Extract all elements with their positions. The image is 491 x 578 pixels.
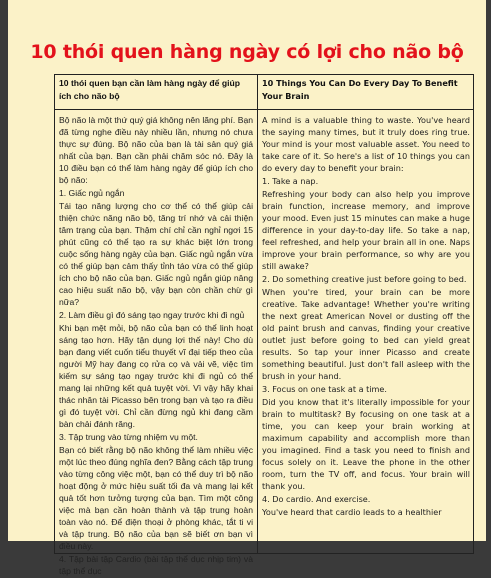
paragraph: Did you know that it's literally impossible for your brain to multitask? By focusing on one task at a time, you can keep your brain working at maximum capability and accomplish more than you imagined. Find a task you need to finish and focus solely on it. Leave the phone in the other room, turn the TV off, and focus. Your brain will thank you. <box>262 397 470 491</box>
paragraph: Tái tạo năng lượng cho cơ thể có thể giúp cải thiện chức năng não bộ, tăng trí nhớ và cải thiện tâm trạng của bạn. Thậm chí chỉ cần nghỉ ngơi 15 phút cũng có thể tạo ra sự khác biệt lớn trong cuộc sống hàng ngày của bạn. Giấc ngủ ngắn vừa có thể giúp bạn cảm thấy tỉnh táo vừa có thể giúp ích cho bộ não của bạn. Giấc ngủ ngắn giúp nâng cao hiệu suất não bộ, vậy bạn còn chần chừ gì nữa? <box>59 201 253 307</box>
paragraph: 3. Focus on one task at a time. <box>262 384 387 394</box>
vietnamese-heading: 10 thói quen bạn cần làm hàng ngày để giúp ích cho não bộ <box>59 78 240 101</box>
vietnamese-column <box>55 75 257 578</box>
vietnamese-body <box>55 109 257 577</box>
paragraph: 4. Do cardio. And exercise. <box>262 494 371 504</box>
paragraph: A mind is a valuable thing to waste. You've heard the saying many times, but it truly does ring true. Your mind is your most valuable asset. You need to take care of it. So here's a list of 10 things you can do every day to benefit your brain: <box>262 115 470 173</box>
paragraph: Khi bạn mệt mỏi, bộ não của bạn có thể linh hoạt sáng tạo hơn. Hãy tận dụng lợi thế này! Cho dù bạn đang viết cuốn tiểu thuyết vĩ đại tiếp theo của người Mỹ hay đang cọ rửa cọ và vải vẽ, việc tìm kiếm sự sáng tạo ngay trước khi đi ngủ có thể mang lại những kết quả tuyệt vời. Vì vậy hãy khai thác nhân tài Picasso bên trong bạn và tạo ra điều gì đó tuyệt vời. Chỉ cần đừng ngủ khi đang cầm bàn chải đánh răng. <box>59 323 253 429</box>
english-heading: 10 Things You Can Do Every Day To Benefit Your Brain <box>262 78 458 101</box>
document-title: 10 thói quen hàng ngày có lợi cho não bộ <box>30 41 464 63</box>
paragraph: 2. Do something creative just before going to bed. <box>262 274 467 284</box>
paragraph: 3. Tập trung vào từng nhiệm vụ một. <box>59 432 198 442</box>
paragraph: 1. Giấc ngủ ngắn <box>59 188 125 198</box>
paragraph: Bộ não là một thứ quý giá không nên lãng phí. Bạn đã từng nghe điều này nhiều lần, nhưng nó chưa thực sự đúng. Bộ não của bạn là tài sản quý giá nhất của bạn. Bạn cần phải chăm sóc nó. Đây là 10 điều bạn có thể làm hàng ngày để giúp ích cho bộ não: <box>59 115 253 185</box>
document-page <box>8 0 486 576</box>
paragraph: 2. Làm điều gì đó sáng tạo ngay trước khi đi ngủ <box>59 310 245 320</box>
english-column <box>258 75 474 519</box>
paragraph: Bạn có biết rằng bộ não không thể làm nhiều việc một lúc theo đúng nghĩa đen? Bằng cách tập trung vào từng công việc một, bạn có thể duy trì bộ não hoạt động ở mức hiệu suất tối đa và mang lại kết quả tốt hơn tưởng tượng của bạn. Tìm một công việc mà bạn cần hoàn thành và tập trung hoàn toàn vào nó. Để điện thoại ở phòng khác, tắt ti vi và tập trung. Bộ não của bạn sẽ biết ơn bạn vì điều này. <box>59 445 253 551</box>
bilingual-table <box>54 74 474 576</box>
paragraph: 4. Tập bài tập Cardio (bài tập thể dục nhịp tim) và tập thể dục <box>59 554 253 576</box>
paragraph: 1. Take a nap. <box>262 176 319 186</box>
paragraph: You've heard that cardio leads to a healthier <box>262 507 442 517</box>
paragraph: Refreshing your body can also help you improve brain function, increase memory, and improve your mood. Even just 15 minutes can make a huge difference in your day-to-day life. So take a nap, feel refreshed, and help your brain all in one. Naps improve your brain performance, so why are you still awake? <box>262 189 470 271</box>
paragraph: When you're tired, your brain can be more creative. Take advantage! Whether you're writing the next great American Novel or dusting off the old paint brush and canvas, finding your creative outlet just before going to bed can yield great results. So tap your inner Picasso and create something beautiful. Just don't fall asleep with the brush in your hand. <box>262 287 470 381</box>
english-body <box>258 109 474 518</box>
